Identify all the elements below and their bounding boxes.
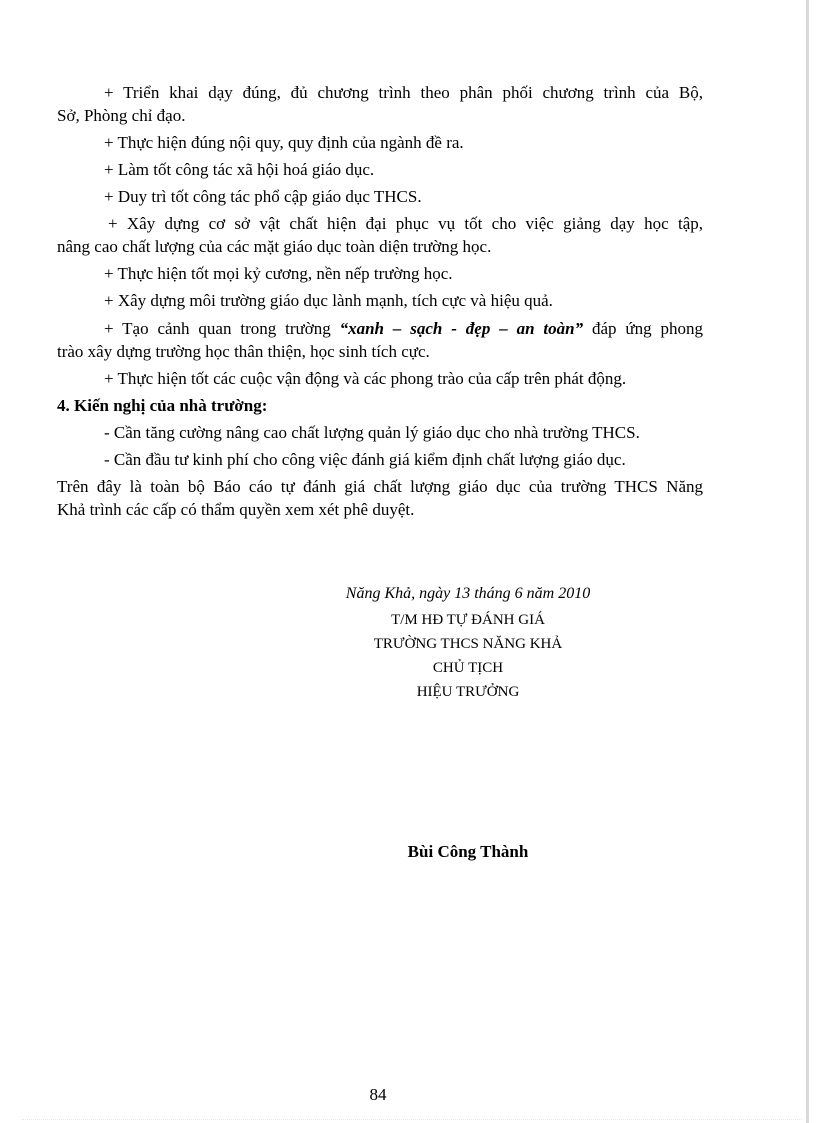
signature-title-1: T/M HĐ TỰ ĐÁNH GIÁ <box>391 612 545 628</box>
signature-title-2: TRƯỜNG THCS NĂNG KHẢ <box>373 636 563 652</box>
paragraph-line-12: + Thực hiện tốt các cuộc vận động và các phong trào của cấp trên phát động. <box>104 369 627 388</box>
paragraph-line-4: + Làm tốt công tác xã hội hoá giáo dục. <box>104 160 375 179</box>
paragraph-line-10-text-a: + Tạo cảnh quan trong trường <box>104 319 340 338</box>
recommendation-line-1: - Cần tăng cường nâng cao chất lượng quản lý giáo dục cho nhà trường THCS. <box>104 423 640 442</box>
paragraph-line-7: nâng cao chất lượng của các mặt giáo dục toàn diện trường học. <box>57 237 492 256</box>
signer-name: Bùi Công Thành <box>407 842 529 861</box>
closing-line-1: Trên đây là toàn bộ Báo cáo tự đánh giá chất lượng giáo dục của trường THCS Năng <box>57 477 703 496</box>
paragraph-line-3: + Thực hiện đúng nội quy, quy định của ngành đề ra. <box>104 133 464 152</box>
paragraph-line-11: trào xây dựng trường học thân thiện, học sinh tích cực. <box>57 342 430 361</box>
paragraph-line-1: + Triển khai dạy đúng, đủ chương trình theo phân phối chương trình của Bộ, <box>104 83 703 102</box>
recommendation-line-2: - Cần đầu tư kinh phí cho công việc đánh giá kiểm định chất lượng giáo dục. <box>104 450 626 469</box>
signature-title-4: HIỆU TRƯỞNG <box>416 684 520 700</box>
paragraph-line-5: + Duy trì tốt công tác phổ cập giáo dục THCS. <box>104 187 422 206</box>
paragraph-line-10-text-c: đáp ứng phong <box>583 319 703 338</box>
footer-divider <box>22 1119 802 1120</box>
page-number: 84 <box>369 1085 387 1104</box>
slogan-text: “xanh – sạch - đẹp – an toàn” <box>339 319 584 338</box>
paragraph-line-2: Sở, Phòng chỉ đạo. <box>57 106 186 125</box>
paragraph-line-10 <box>104 319 703 339</box>
paragraph-line-6: + Xây dựng cơ sở vật chất hiện đại phục vụ tốt cho việc giảng dạy học tập, <box>108 214 703 233</box>
page-edge-shadow <box>806 0 809 1123</box>
section-heading-4: 4. Kiến nghị của nhà trường: <box>57 396 268 415</box>
signature-date: Năng Khả, ngày 13 tháng 6 năm 2010 <box>345 585 591 602</box>
paragraph-line-8: + Thực hiện tốt mọi kỷ cương, nền nếp trường học. <box>104 264 453 283</box>
closing-line-2: Khả trình các cấp có thẩm quyền xem xét phê duyệt. <box>57 500 415 519</box>
paragraph-line-9: + Xây dựng môi trường giáo dục lành mạnh, tích cực và hiệu quả. <box>104 291 553 310</box>
signature-title-3: CHỦ TỊCH <box>432 660 504 676</box>
